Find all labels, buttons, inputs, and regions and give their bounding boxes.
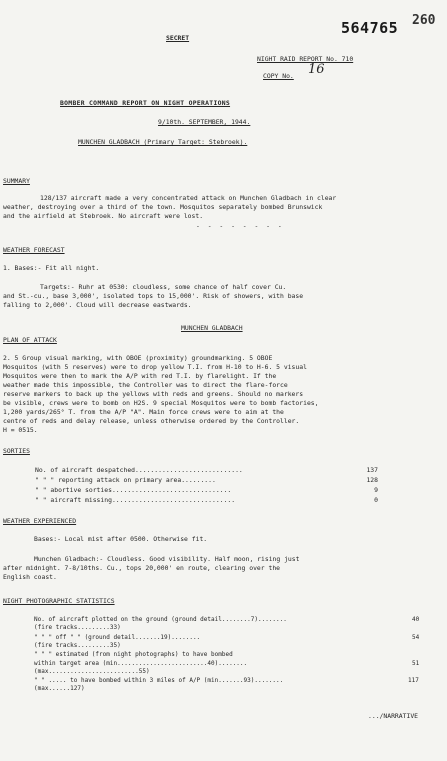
plan-line-6: be visible, crews were to bomb on H2S. 9 special Mosquitos were to bomb factories, bbox=[3, 399, 319, 407]
plan-line-8: centre of reds and delay release, unless otherwise ordered by the Controller. bbox=[3, 417, 300, 425]
forecast-targets-line-1: Targets:- Ruhr at 0530: cloudless, some chance of half cover Cu. bbox=[40, 283, 287, 291]
forecast-targets-line-2: and St.-cu., base 3,000', isolated tops to 15,000'. Risk of showers, with base bbox=[3, 292, 304, 300]
photo-line-value: 51 bbox=[412, 660, 420, 667]
document-number: 564765 bbox=[341, 19, 399, 37]
report-heading: BOMBER COMMAND REPORT ON NIGHT OPERATIONS bbox=[60, 99, 231, 107]
plan-line-5: reserve markers to back up the yellows with reds and greens. Should no markers bbox=[3, 390, 304, 398]
copy-label: COPY No. bbox=[263, 72, 294, 80]
summary-line-1: 128/137 aircraft made a very concentrated attack on Munchen Gladbach in clear bbox=[40, 194, 337, 202]
plan-line-1: 2. 5 Group visual marking, with OBOE (proximity) groundmarking. 5 OBOE bbox=[3, 354, 273, 362]
continuation-marker: .../NARRATIVE bbox=[368, 712, 419, 720]
report-date: 9/10th. SEPTEMBER, 1944. bbox=[158, 118, 251, 126]
weather-forecast-heading: WEATHER FORECAST bbox=[3, 246, 65, 254]
sorties-heading: SORTIES bbox=[3, 447, 30, 455]
plan-line-2: Mosquitos (with 5 reserves) were to drop yellow T.I. from H-10 to H-6. 5 visual bbox=[3, 363, 307, 371]
photo-line-value: 54 bbox=[412, 634, 420, 641]
plan-line-4: weather made this impossible, the Controller was to direct the flare-force bbox=[3, 381, 288, 389]
copy-number: 16 bbox=[308, 62, 325, 77]
photo-line: (fire tracks.........35) bbox=[34, 642, 121, 649]
summary-line-3: and the airfield at Stebroek. No aircraft were lost. bbox=[3, 212, 204, 220]
photo-line: " " " estimated (from night photographs) to have bombed bbox=[34, 651, 233, 658]
corner-number: 260 bbox=[412, 13, 436, 28]
night-photo-heading: NIGHT PHOTOGRAPHIC STATISTICS bbox=[3, 597, 115, 605]
plan-line-9: H = 0515. bbox=[3, 426, 38, 434]
sorties-row-value: 137 bbox=[366, 466, 378, 474]
report-title: NIGHT RAID REPORT No. 710 bbox=[257, 55, 354, 63]
photo-line: (fire tracks.........33) bbox=[34, 624, 121, 631]
plan-heading: PLAN OF ATTACK bbox=[3, 336, 57, 344]
photo-line: (max.........................55) bbox=[34, 668, 150, 675]
sorties-row-label: " " aircraft missing................................ bbox=[35, 496, 236, 504]
classification-label: SECRET bbox=[166, 34, 190, 42]
photo-line: No. of aircraft plotted on the ground (ground detail........7)........ bbox=[34, 616, 287, 623]
sorties-row-value: 128 bbox=[366, 476, 378, 484]
summary-heading: SUMMARY bbox=[3, 177, 30, 185]
plan-line-7: 1,200 yards/265° T. from the A/P "A". Main force crews were to aim at the bbox=[3, 408, 284, 416]
report-target: MUNCHEN GLADBACH (Primary Target: Stebroek). bbox=[78, 138, 248, 146]
photo-line-value: 117 bbox=[408, 677, 419, 684]
experienced-target-line-2: after midnight. 7-8/10ths. Cu., tops 20,000' en route, clearing over the bbox=[3, 564, 281, 572]
experienced-bases: Bases:- Local mist after 0500. Otherwise fit. bbox=[34, 535, 208, 543]
target-section-heading: MUNCHEN GLADBACH bbox=[181, 324, 243, 332]
photo-line-value: 40 bbox=[412, 616, 420, 623]
photo-line: " " ..... to have bombed within 3 miles of A/P (min.......93)........ bbox=[34, 677, 284, 684]
sorties-row-label: " " " reporting attack on primary area......... bbox=[35, 476, 216, 484]
sorties-row-label: " " abortive sorties............................... bbox=[35, 486, 232, 494]
summary-dashes: - - - - - - - - bbox=[196, 222, 284, 230]
plan-line-3: Mosquitos were then to mark the A/P with red T.I. by flarelight. If the bbox=[3, 372, 277, 380]
weather-experienced-heading: WEATHER EXPERIENCED bbox=[3, 517, 77, 525]
photo-line: " " " off " " (ground detail.......19)........ bbox=[34, 634, 201, 641]
sorties-row-value: 9 bbox=[374, 486, 378, 494]
experienced-target-line-3: English coast. bbox=[3, 573, 57, 581]
sorties-row-value: 0 bbox=[374, 496, 378, 504]
summary-line-2: weather, destroying over a third of the town. Mosquitos separately bombed Brunswick bbox=[3, 203, 323, 211]
forecast-targets-line-3: falling to 2,000'. Cloud will decrease eastwards. bbox=[3, 301, 192, 309]
experienced-target-line-1: Munchen Gladbach:- Cloudless. Good visibility. Half moon, rising just bbox=[34, 555, 300, 563]
photo-line: within target area (min.........................40)........ bbox=[34, 660, 248, 667]
sorties-row-label: No. of aircraft despatched............................ bbox=[35, 466, 243, 474]
photo-line: (max......127) bbox=[34, 685, 85, 692]
forecast-bases: 1. Bases:- Fit all night. bbox=[3, 264, 100, 272]
